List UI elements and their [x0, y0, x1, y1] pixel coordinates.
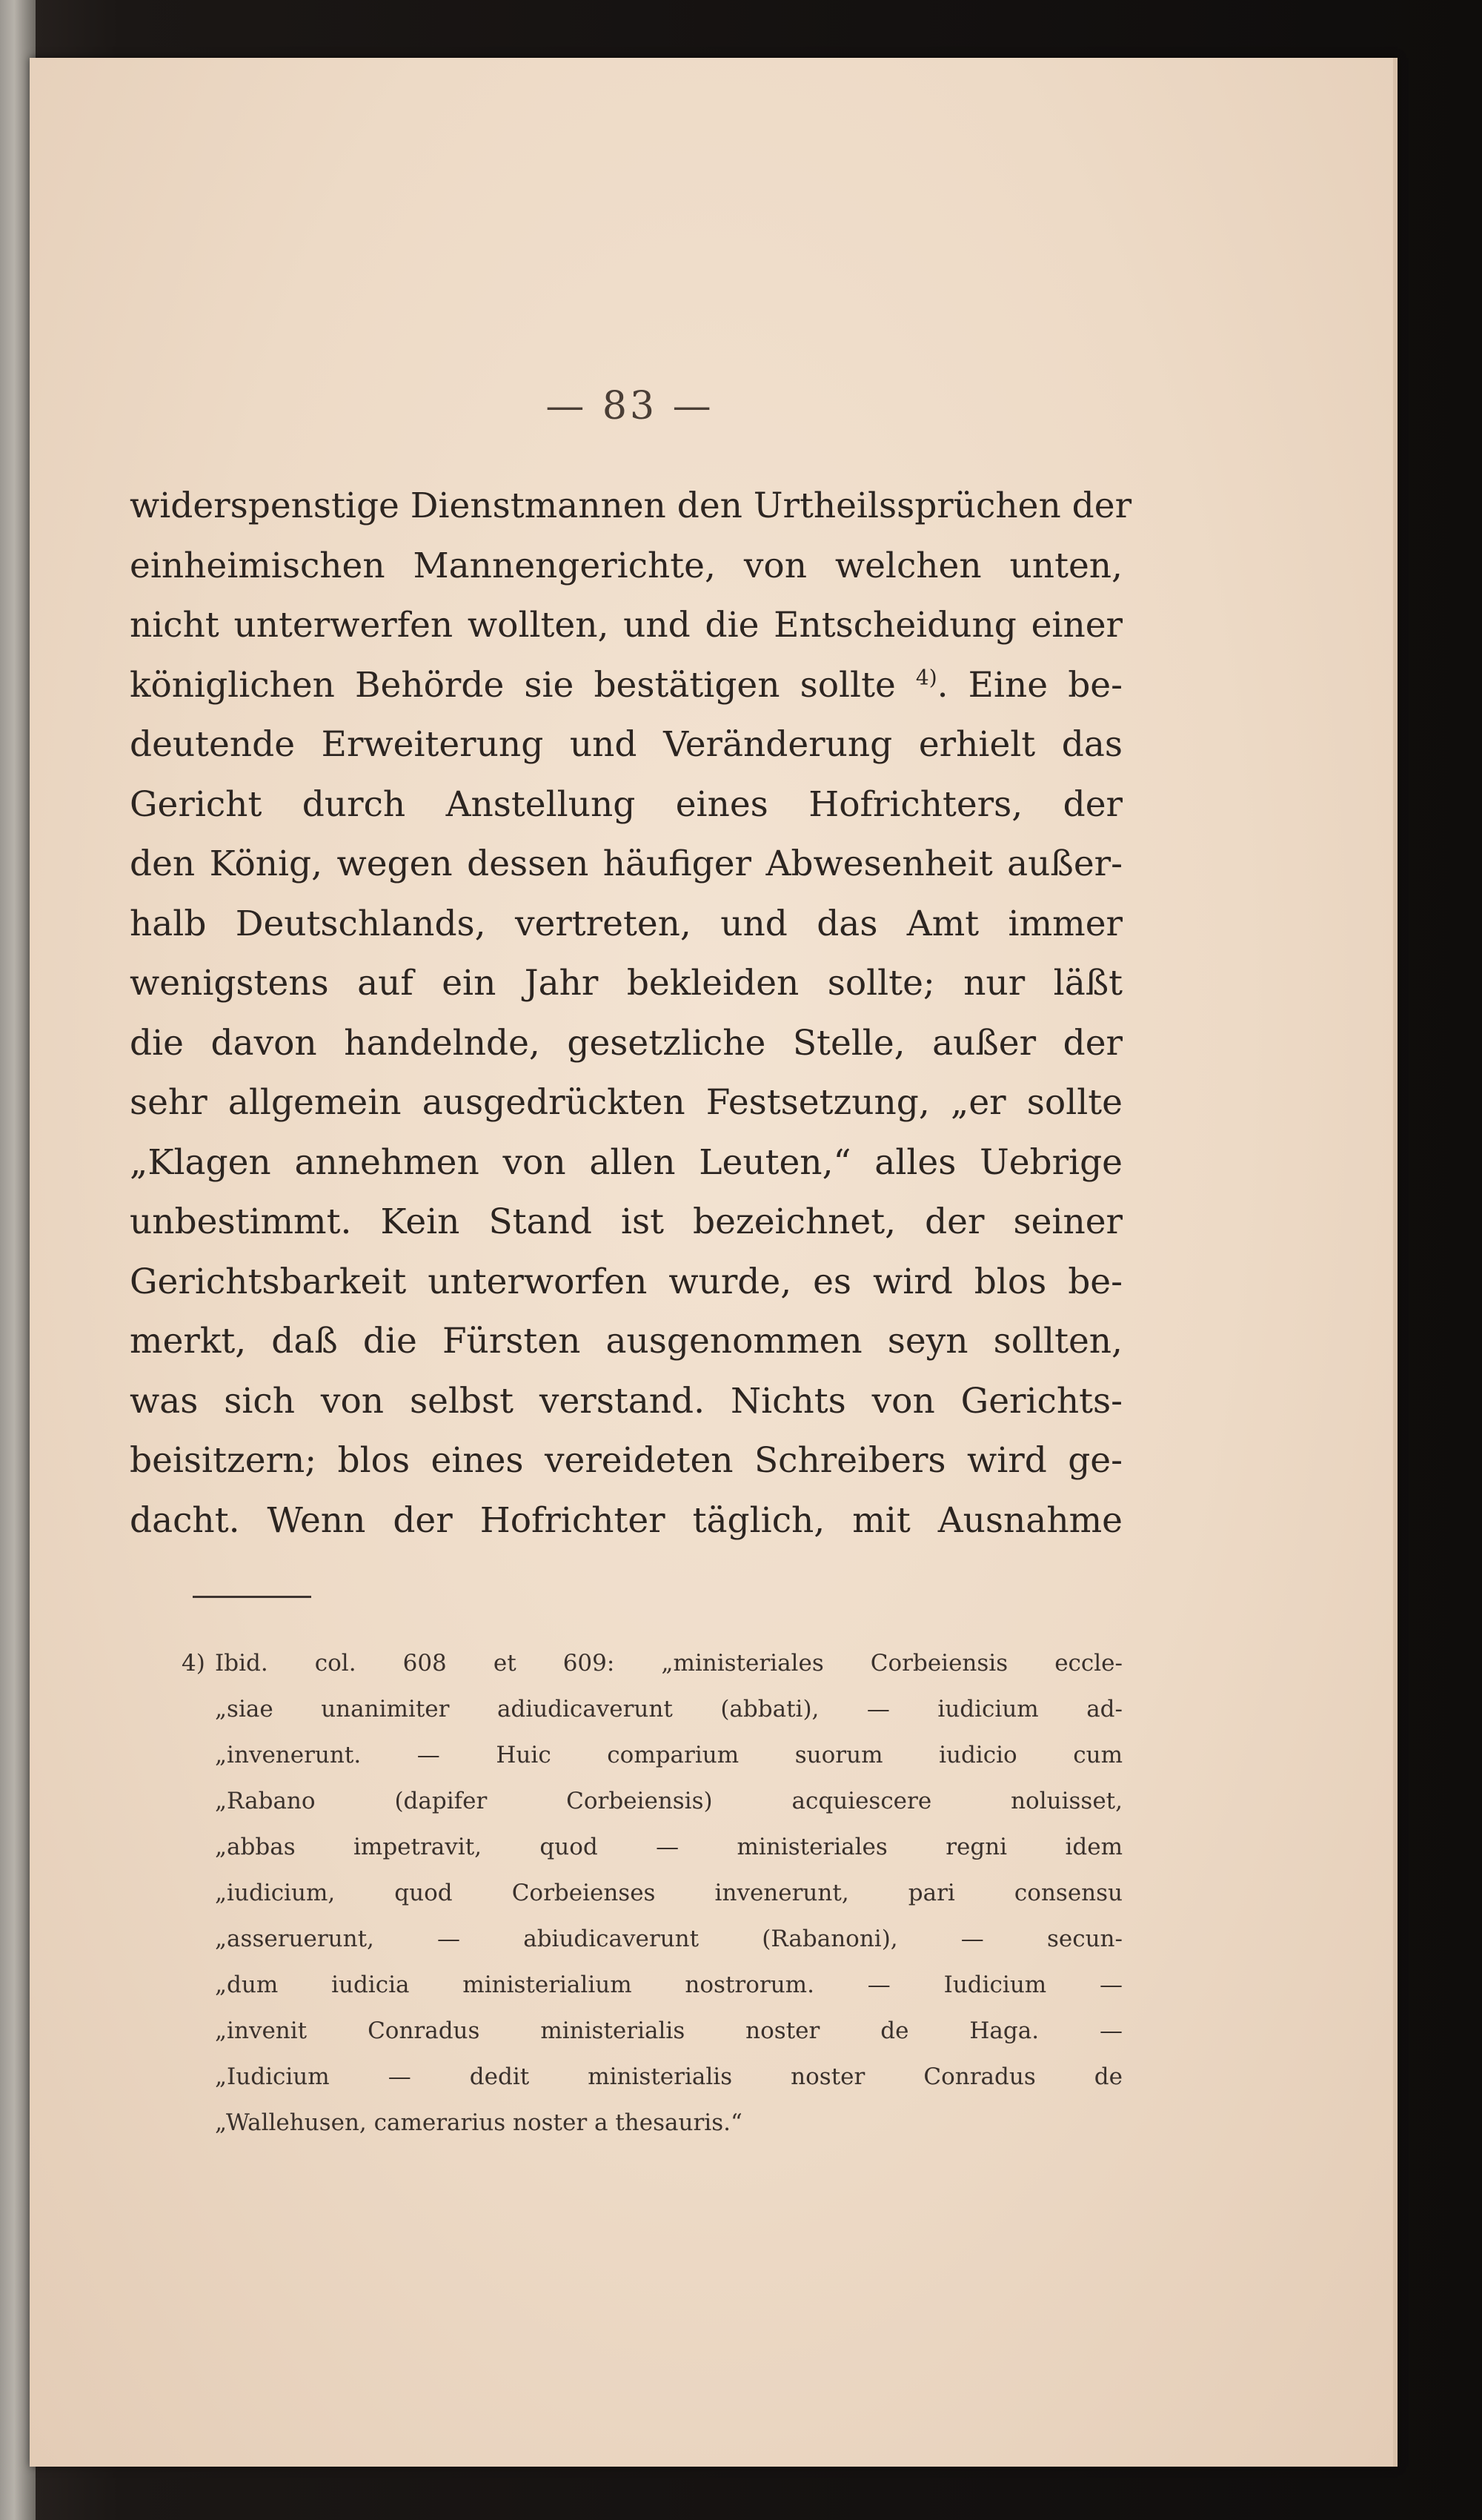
body-line: unbestimmt. Kein Stand ist bezeichnet, der seiner: [130, 1201, 1123, 1242]
footnote-line: „dum iudicia ministerialium nostrorum. — Iudicium —: [215, 1972, 1123, 1998]
body-line: dacht. Wenn der Hofrichter täglich, mit Ausnahme: [130, 1499, 1123, 1541]
book-page: [30, 58, 1398, 2467]
footnote-line: „Rabano (dapifer Corbeiensis) acquiescere noluisset,: [215, 1788, 1123, 1814]
body-line: beisitzern; blos eines vereideten Schreibers wird ge-: [130, 1440, 1123, 1481]
body-line: wenigstens auf ein Jahr bekleiden sollte; nur läßt: [130, 963, 1123, 1004]
footnote-line: „iudicium, quod Corbeienses invenerunt, pari consensu: [215, 1880, 1123, 1906]
body-line: deutende Erweiterung und Veränderung erhielt das: [130, 724, 1123, 765]
footnote-line: „invenit Conradus ministerialis noster de Haga. —: [215, 2017, 1123, 2044]
body-line: Gerichtsbarkeit unterworfen wurde, es wird blos be-: [130, 1261, 1123, 1302]
footnote-separator-rule: [193, 1596, 311, 1598]
body-line-tail: . Eine be-: [937, 664, 1123, 706]
page-number-header: — 83 —: [545, 384, 714, 428]
footnote-line: „abbas impetravit, quod — ministeriales regni idem: [215, 1834, 1123, 1860]
body-line: „Klagen annehmen von allen Leuten,“ alles Uebrige: [130, 1141, 1123, 1183]
body-line: die davon handelnde, gesetzliche Stelle, außer der: [130, 1022, 1123, 1064]
footnote-line: „siae unanimiter adiudicaverunt (abbati), — iudicium ad-: [215, 1696, 1123, 1722]
footnote-block: [182, 1640, 1123, 2146]
body-line: halb Deutschlands, vertreten, und das Amt immer: [130, 903, 1123, 944]
footnote-line-text: Ibid. col. 608 et 609: „ministeriales Corbeiensis eccle-: [215, 1650, 1123, 1677]
footnote-line: „Iudicium — dedit ministerialis noster Conradus de: [215, 2063, 1123, 2090]
body-line: einheimischen Mannengerichte, von welchen unten,: [130, 545, 1123, 586]
body-line: widerspenstige Dienstmannen den Urtheilssprüchen der: [130, 485, 1132, 526]
body-line: den König, wegen dessen häufiger Abwesenheit außer-: [130, 843, 1123, 884]
body-line: nicht unterwerfen wollten, und die Entscheidung einer: [130, 605, 1123, 646]
body-line: sehr allgemein ausgedrückten Festsetzung, „er sollte: [130, 1082, 1123, 1123]
footnote-marker: 4): [182, 1650, 205, 1677]
body-line-with-footnote-ref: [130, 656, 1123, 716]
body-text: [130, 477, 1132, 1551]
footnote-line: „asseruerunt, — abiudicaverunt (Rabanoni), — secun-: [215, 1926, 1123, 1952]
body-line-text: königlichen Behörde sie bestätigen sollte: [130, 664, 896, 706]
body-line: was sich von selbst verstand. Nichts von Gerichts-: [130, 1380, 1123, 1422]
footnote-reference: 4): [915, 664, 937, 689]
body-line: Gericht durch Anstellung eines Hofrichters, der: [130, 783, 1123, 825]
body-line: merkt, daß die Fürsten ausgenommen seyn sollten,: [130, 1321, 1123, 1362]
footnote-line: „Wallehusen, camerarius noster a thesauris.“: [215, 2109, 742, 2136]
footnote-line: [182, 1640, 1123, 1686]
footnote-line: „invenerunt. — Huic comparium suorum iudicio cum: [215, 1742, 1123, 1768]
